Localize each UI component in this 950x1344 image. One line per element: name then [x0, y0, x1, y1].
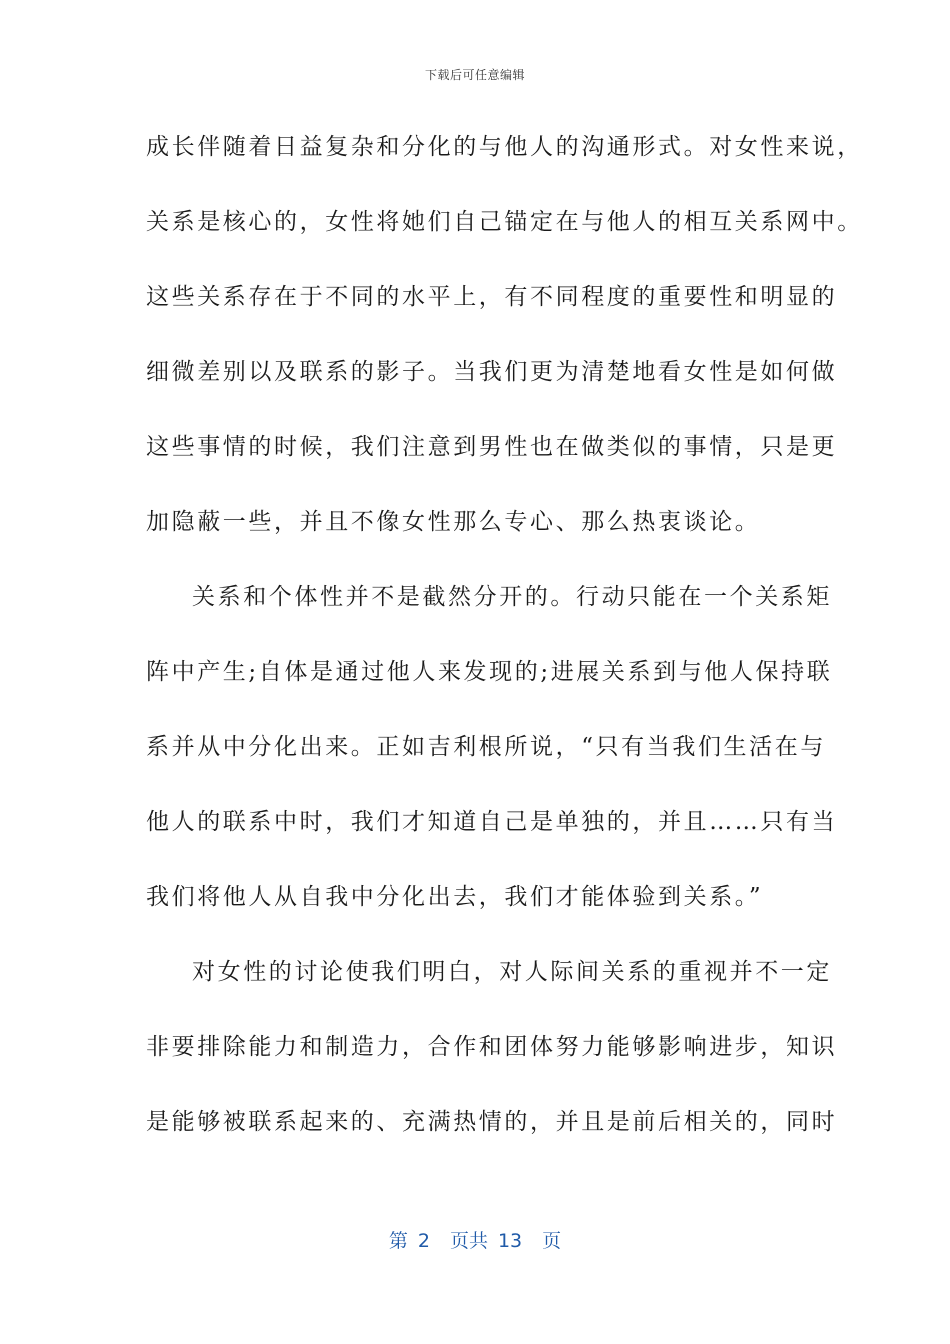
paragraph-line-14: 是能够被联系起来的、充满热情的，并且是前后相关的，同时 [146, 1109, 838, 1135]
page-header: 下载后可任意编辑 [424, 68, 525, 82]
footer-total-pages: 13 [497, 1230, 523, 1252]
footer-prefix: 第 [388, 1230, 408, 1252]
paragraph-line-3: 这些关系存在于不同的水平上，有不同程度的重要性和明显的 [146, 284, 838, 310]
paragraph-line-7: 关系和个体性并不是截然分开的。行动只能在一个关系矩 [192, 584, 832, 610]
paragraph-line-13: 非要排除能力和制造力，合作和团体努力能够影响进步，知识 [146, 1034, 838, 1060]
paragraph-line-8: 阵中产生;自体是通过他人来发现的;进展关系到与他人保持联 [146, 659, 833, 685]
paragraph-line-12: 对女性的讨论使我们明白，对人际间关系的重视并不一定 [192, 959, 832, 985]
paragraph-line-5: 这些事情的时候，我们注意到男性也在做类似的事情，只是更 [146, 434, 838, 460]
page-footer [0, 1226, 950, 1253]
footer-suffix: 页 [542, 1230, 562, 1252]
paragraph-line-6: 加隐蔽一些，并且不像女性那么专心、那么热衷谈论。 [146, 509, 761, 535]
paragraph-line-10: 他人的联系中时，我们才知道自己是单独的，并且……只有当 [146, 809, 838, 835]
paragraph-line-9: 系并从中分化出来。正如吉利根所说，“只有当我们生活在与 [146, 734, 826, 760]
footer-page-number: 2 [417, 1230, 430, 1252]
paragraph-line-1: 成长伴随着日益复杂和分化的与他人的沟通形式。对女性来说， [146, 134, 863, 160]
paragraph-line-4: 细微差别以及联系的影子。当我们更为清楚地看女性是如何做 [146, 359, 838, 385]
paragraph-line-11: 我们将他人从自我中分化出去，我们才能体验到关系。” [146, 884, 764, 910]
paragraph-line-2: 关系是核心的，女性将她们自己锚定在与他人的相互关系网中。 [146, 209, 863, 235]
footer-middle: 页共 [449, 1230, 488, 1252]
document-body [146, 124, 863, 1174]
